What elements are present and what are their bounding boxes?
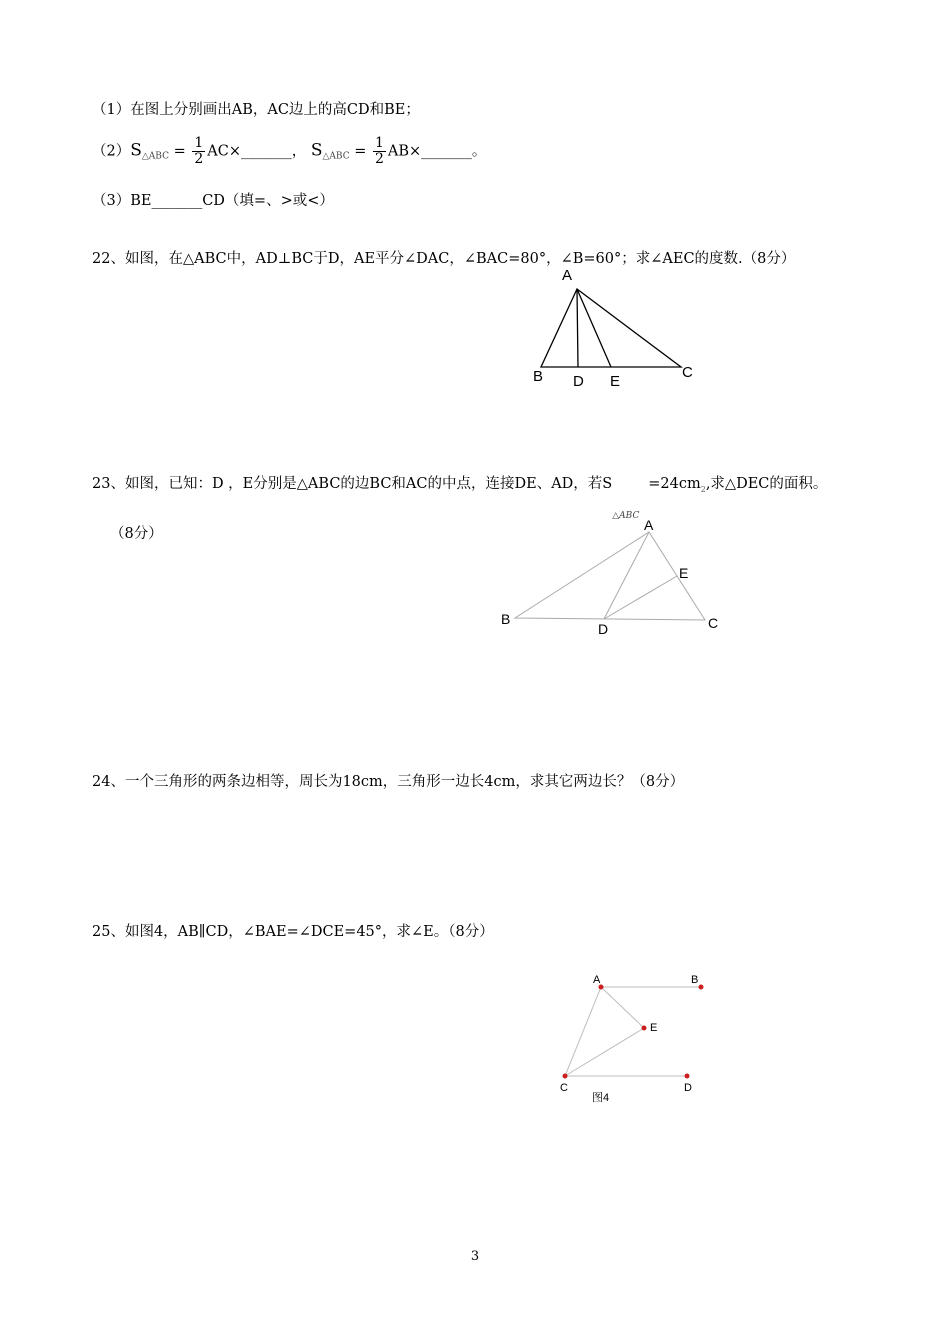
q24-text: 24、一个三角形的两条边相等，周长为18cm，三角形一边长4cm，求其它两边长？（8分） — [92, 774, 685, 790]
q25-label-e: E — [650, 1022, 658, 1034]
q23-label-a: A — [644, 517, 654, 533]
q23-s-subscript: △ABC — [612, 511, 640, 521]
fraction-half-2: $\frac{1}{2}$ — [374, 135, 384, 167]
q23-text-a: 23、如图，已知：D ，E分别是△ABC的边BC和AC的中点，连接DE、AD，若S — [92, 476, 613, 492]
q21-part2-mid1: AC×_______， — [207, 143, 307, 160]
q25-label-a: A — [593, 974, 601, 986]
q21-part1: （1）在图上分别画出AB，AC边上的高CD和BE； — [92, 102, 420, 118]
q25-text: 25、如图4，AB∥CD，∠BAE=∠DCE=45°，求∠E。（8分） — [92, 924, 494, 940]
area-subscript-2: △ABC — [322, 151, 350, 162]
equals-2: = — [354, 143, 367, 160]
q23-text-b: =24cm — [648, 476, 701, 492]
q25-point-b — [699, 985, 704, 990]
q22-label-a: A — [562, 267, 573, 284]
q22-text: 22、如图，在△ABC中，AD⊥BC于D，AE平分∠DAC，∠BAC=80°，∠B=60°；求∠AEC的度数.（8分） — [92, 251, 796, 267]
q22-label-c: C — [682, 364, 693, 381]
area-subscript: △ABC — [141, 151, 169, 162]
q23-superscript: 2 — [700, 484, 706, 494]
q25-label-c: C — [560, 1082, 568, 1094]
q23-label-e: E — [679, 565, 689, 581]
q23-label-c: C — [708, 615, 719, 631]
q21-part3: （3）BE_______CD（填=、>或<） — [92, 193, 334, 209]
q21-part2-mid2: AB×_______。 — [387, 143, 487, 160]
q25-segment-ac — [565, 987, 601, 1076]
q22-label-d: D — [573, 373, 584, 390]
q25-caption: 图4 — [592, 1092, 610, 1104]
q22-label-e: E — [610, 373, 621, 390]
q23-label-d: D — [598, 621, 609, 637]
area-symbol-2: S — [310, 140, 323, 161]
q25-label-b: B — [691, 974, 699, 986]
equals: = — [173, 143, 186, 160]
q23-points: （8分） — [110, 526, 163, 542]
q25-point-c — [563, 1074, 568, 1079]
q25-segment-ae — [601, 987, 644, 1028]
q21-part2-prefix: （2） — [92, 143, 131, 160]
q25-point-e — [642, 1026, 647, 1031]
q25-label-d: D — [684, 1082, 692, 1094]
q22-label-b: B — [533, 368, 544, 385]
q25-segment-ce — [565, 1028, 644, 1076]
q23-label-b: B — [501, 611, 511, 627]
q23-text-c: ,求△DEC的面积。 — [705, 476, 828, 492]
page-number: 3 — [470, 1249, 480, 1264]
fraction-half: $\frac{1}{2}$ — [194, 135, 204, 167]
area-symbol: S — [130, 140, 142, 161]
q25-point-d — [685, 1074, 690, 1079]
